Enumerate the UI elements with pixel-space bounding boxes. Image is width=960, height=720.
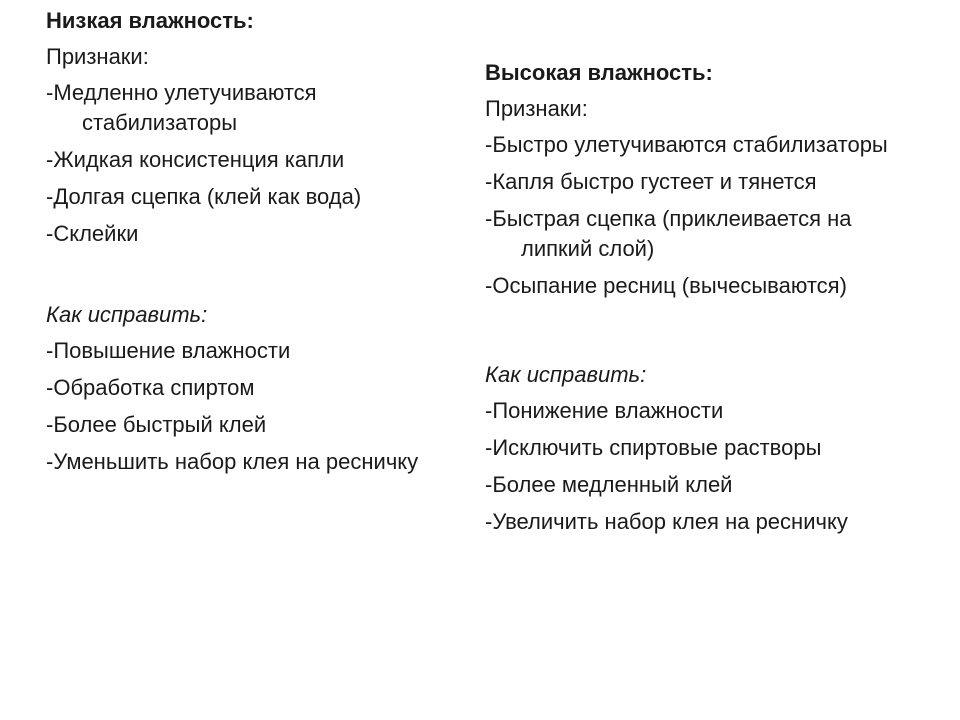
- list-item: -Быстрая сцепка (приклеивается на липкий слой): [485, 206, 852, 261]
- high-fix-list: [485, 396, 925, 537]
- low-signs-label: Признаки:: [46, 44, 149, 69]
- list-item: -Капля быстро густеет и тянется: [485, 169, 817, 194]
- list-item: -Склейки: [46, 221, 139, 246]
- high-humidity-title: Высокая влажность:: [485, 60, 713, 85]
- high-signs-list: [485, 130, 925, 301]
- low-fix-label: Как исправить:: [46, 302, 208, 327]
- list-item: -Долгая сцепка (клей как вода): [46, 184, 362, 209]
- list-item: -Более медленный клей: [485, 472, 733, 497]
- high-humidity-column: [485, 56, 925, 544]
- list-item: -Осыпание ресниц (вычесываются): [485, 273, 847, 298]
- list-item: -Медленно улетучиваются стабилизаторы: [46, 80, 317, 135]
- low-humidity-title: Низкая влажность:: [46, 8, 254, 33]
- low-fix-list: [46, 336, 466, 477]
- list-item: -Понижение влажности: [485, 398, 724, 423]
- list-item: -Увеличить набор клея на ресничку: [485, 509, 848, 534]
- list-item: -Более быстрый клей: [46, 412, 267, 437]
- list-item: -Быстро улетучиваются стабилизаторы: [485, 132, 888, 157]
- low-signs-list: [46, 78, 466, 249]
- list-item: -Уменьшить набор клея на ресничку: [46, 449, 419, 474]
- high-fix-label: Как исправить:: [485, 362, 647, 387]
- list-item: -Повышение влажности: [46, 338, 291, 363]
- low-humidity-column: [46, 4, 466, 484]
- list-item: -Обработка спиртом: [46, 375, 255, 400]
- list-item: -Исключить спиртовые растворы: [485, 435, 822, 460]
- high-signs-label: Признаки:: [485, 96, 588, 121]
- list-item: -Жидкая консистенция капли: [46, 147, 345, 172]
